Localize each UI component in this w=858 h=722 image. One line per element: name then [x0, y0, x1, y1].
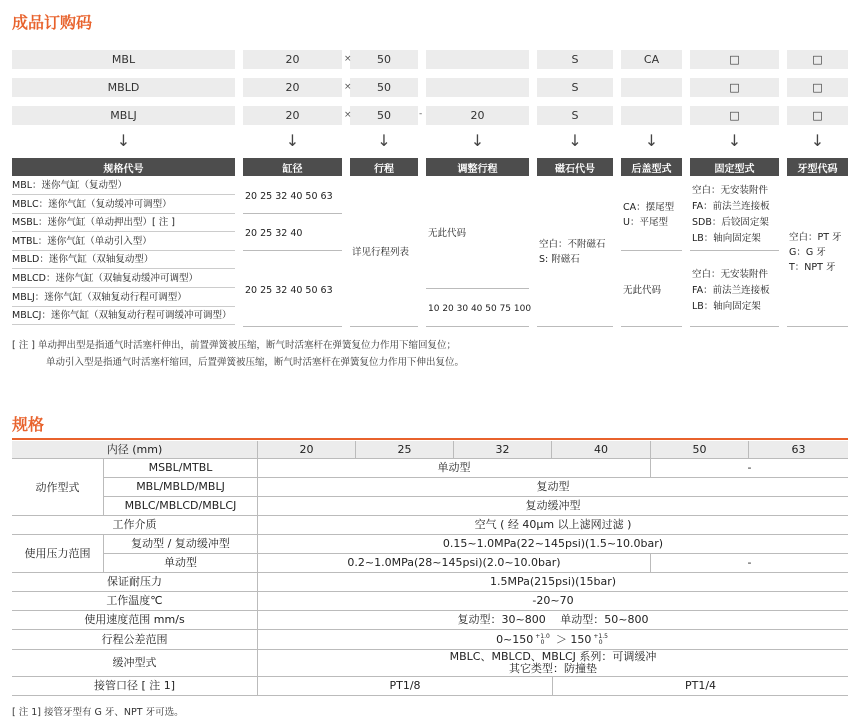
- spec-bore-label: 内径 (mm): [12, 441, 258, 458]
- spec-action-msbl: MSBL/MTBL: [104, 459, 258, 477]
- order-adj-cell: 20: [426, 106, 529, 125]
- adjust-stroke-values: 10 20 30 40 50 75 100: [428, 304, 532, 314]
- order-thread-cell: □: [787, 50, 848, 69]
- order-model-cell: MBLJ: [12, 106, 235, 125]
- order-thread-cell: □: [787, 106, 848, 125]
- order-mount-cell: □: [690, 106, 779, 125]
- order-cover-cell: [621, 78, 682, 97]
- order-bore-cell: 20: [243, 78, 342, 97]
- times-sign: ×: [344, 54, 352, 64]
- spec-tolerance-value: [258, 630, 848, 649]
- down-arrow-icon: ↓: [568, 131, 582, 150]
- spec-action-msbl-value2: -: [747, 461, 752, 474]
- tolerance-mid: ＞ 150: [555, 632, 592, 646]
- spec-bore-20: 20: [258, 441, 356, 458]
- stroke-text: 详见行程列表: [352, 247, 410, 258]
- spec-bore-25: 25: [356, 441, 454, 458]
- mount-1-sdb: SDB：后铰固定架: [692, 217, 769, 228]
- model-item: MTBL：迷你气缸（单动引入型）: [12, 233, 235, 251]
- order-mount-cell: □: [690, 50, 779, 69]
- header-rear-cover: 后盖型式: [621, 158, 682, 176]
- spec-pressure-label: 使用压力范围: [12, 535, 104, 573]
- times-sign: ×: [344, 82, 352, 92]
- spec-bore-40: 40: [552, 441, 651, 458]
- down-arrow-icon: ↓: [285, 131, 300, 150]
- header-magnet: 磁石代号: [537, 158, 613, 176]
- mount-1-lb: LB：轴向固定架: [692, 233, 761, 244]
- spec-pressure-double: 复动型 / 复动缓冲型: [104, 535, 258, 553]
- magnet-s: S: 附磁石: [539, 254, 580, 265]
- spec-medium-value: 空气 ( 经 40μm 以上滤网过滤 ): [474, 518, 632, 531]
- down-arrow-icon: ↓: [377, 131, 391, 150]
- spec-note: [ 注 1] 接管牙型有 G 牙、NPT 牙可选。: [12, 707, 184, 718]
- header-adjust-stroke: 调整行程: [426, 158, 529, 176]
- model-item: MSBL：迷你气缸（单动押出型）[ 注 ]: [12, 214, 235, 232]
- spec-title: 规格: [12, 415, 45, 434]
- spec-action-mbl-value: 复动型: [536, 480, 570, 493]
- spec-action-mbl: MBL/MBLD/MBLJ: [104, 478, 258, 496]
- spec-proof-value: 1.5MPa(215psi)(15bar): [489, 575, 617, 588]
- spec-cushion-label: 缓冲型式: [12, 650, 258, 676]
- tolerance-b-sub: 0: [598, 638, 603, 646]
- bore-group-1: 20 25 32 40 50 63: [245, 191, 333, 202]
- times-sign: ×: [344, 110, 352, 120]
- model-item: MBLD：迷你气缸（双轴复动型）: [12, 251, 235, 269]
- order-thread-cell: □: [787, 78, 848, 97]
- mount-2-fa: FA：前法兰连接板: [692, 285, 770, 296]
- mount-1-fa: FA：前法兰连接板: [692, 201, 770, 212]
- order-adj-cell: [426, 50, 529, 69]
- model-item: MBLJ：迷你气缸（双轴复动行程可调型）: [12, 289, 235, 307]
- order-mag-cell: S: [537, 78, 613, 97]
- spec-pressure-double-value: 0.15~1.0MPa(22~145psi)(1.5~10.0bar): [442, 537, 664, 550]
- tolerance-a-sup: +1.0: [535, 632, 550, 640]
- order-stroke-cell: 50: [350, 50, 418, 69]
- spec-action-mblc: MBLC/MBLCD/MBLCJ: [104, 497, 258, 515]
- spec-temp-value: -20~70: [532, 594, 574, 607]
- tolerance-b-sup: +1.5: [593, 632, 608, 640]
- spec-action-msbl-value: 单动型: [258, 459, 651, 477]
- spec-tolerance-label: 行程公差范围: [12, 630, 258, 649]
- order-mag-cell: S: [537, 106, 613, 125]
- order-bore-cell: 20: [243, 50, 342, 69]
- thread-pt: 空白：PT 牙: [789, 232, 842, 243]
- mount-2-lb: LB：轴向固定架: [692, 301, 761, 312]
- model-item: MBLCJ：迷你气缸（双轴复动行程可调缓冲可调型）: [12, 307, 235, 325]
- order-bore-cell: 20: [243, 106, 342, 125]
- spec-speed-label: 使用速度范围 mm/s: [12, 611, 258, 629]
- header-stroke: 行程: [350, 158, 418, 176]
- model-item: MBLCD：迷你气缸（双轴复动缓冲可调型）: [12, 270, 235, 288]
- order-adj-cell: [426, 78, 529, 97]
- header-model: 规格代号: [12, 158, 235, 176]
- mount-1-blank: 空白：无安装附件: [692, 185, 769, 196]
- cover-none: 无此代码: [623, 285, 662, 296]
- order-mag-cell: S: [537, 50, 613, 69]
- spec-pressure-single-value2: -: [747, 556, 752, 569]
- order-model-cell: MBLD: [12, 78, 235, 97]
- bore-group-2: 20 25 32 40: [245, 228, 303, 239]
- spec-port-label: 接管口径 [ 注 1]: [12, 677, 258, 695]
- dash-sign: -: [419, 109, 423, 119]
- cover-u: U：平尾型: [623, 217, 668, 228]
- order-code-title: 成品订购码: [12, 13, 93, 32]
- spec-bore-63: 63: [791, 442, 806, 456]
- magnet-none: 空白：不附磁石: [539, 239, 606, 250]
- spec-port-small: PT1/8: [258, 677, 553, 695]
- cushion-line-2: 其它类型：防撞垫: [509, 662, 597, 675]
- model-item: MBL：迷你气缸（复动型）: [12, 177, 235, 195]
- spec-cushion-value: [258, 650, 848, 676]
- bore-group-3: 20 25 32 40 50 63: [245, 285, 333, 296]
- spec-speed-value: 复动型：30~800 单动型：50~800: [457, 613, 649, 626]
- tolerance-a-sub: 0: [540, 638, 545, 646]
- thread-g: G：G 牙: [789, 247, 826, 258]
- spec-bore-50: 50: [651, 441, 749, 458]
- spec-action-mblc-value: 复动缓冲型: [525, 499, 581, 512]
- cover-ca: CA：摆尾型: [623, 202, 675, 213]
- header-thread: 牙型代码: [787, 158, 848, 176]
- spec-proof-label: 保证耐压力: [12, 573, 258, 591]
- spec-bore-32: 32: [454, 441, 552, 458]
- order-note-2: 单动引入型是指通气时活塞杆缩回，后置弹簧被压缩，断气时活塞杆在弹簧复位力作用下伸出复位。: [46, 357, 465, 368]
- order-stroke-cell: 50: [350, 78, 418, 97]
- spec-port-large: PT1/4: [684, 679, 717, 692]
- order-mount-cell: □: [690, 78, 779, 97]
- order-note-1: [ 注 ] 单动押出型是指通气时活塞杆伸出，前置弹簧被压缩，断气时活塞杆在弹簧复位力作用下缩回复位；: [12, 340, 456, 351]
- order-stroke-cell: 50: [350, 106, 418, 125]
- spec-pressure-single: 单动型: [104, 554, 258, 572]
- header-bore: 缸径: [243, 158, 342, 176]
- cushion-line-1: MBLC、MBLCD、MBLCJ 系列：可调缓冲: [449, 650, 657, 663]
- down-arrow-icon: ↓: [727, 131, 742, 150]
- order-cover-cell: CA: [621, 50, 682, 69]
- mount-2-blank: 空白：无安装附件: [692, 269, 769, 280]
- adjust-stroke-none: 无此代码: [428, 228, 467, 239]
- tolerance-a: 0~150: [496, 632, 534, 646]
- down-arrow-icon: ↓: [810, 131, 825, 150]
- spec-temp-label: 工作温度℃: [12, 592, 258, 610]
- order-cover-cell: [621, 106, 682, 125]
- down-arrow-icon: ↓: [116, 131, 131, 150]
- model-item: MBLC：迷你气缸（复动缓冲可调型）: [12, 196, 235, 214]
- spec-medium-label: 工作介质: [12, 516, 258, 534]
- spec-pressure-single-value: 0.2~1.0MPa(28~145psi)(2.0~10.0bar): [258, 554, 651, 572]
- spec-action-label: 动作型式: [12, 459, 104, 516]
- down-arrow-icon: ↓: [470, 131, 485, 150]
- down-arrow-icon: ↓: [644, 131, 659, 150]
- thread-npt: T：NPT 牙: [789, 262, 836, 273]
- order-model-cell: MBL: [12, 50, 235, 69]
- header-mounting: 固定型式: [690, 158, 779, 176]
